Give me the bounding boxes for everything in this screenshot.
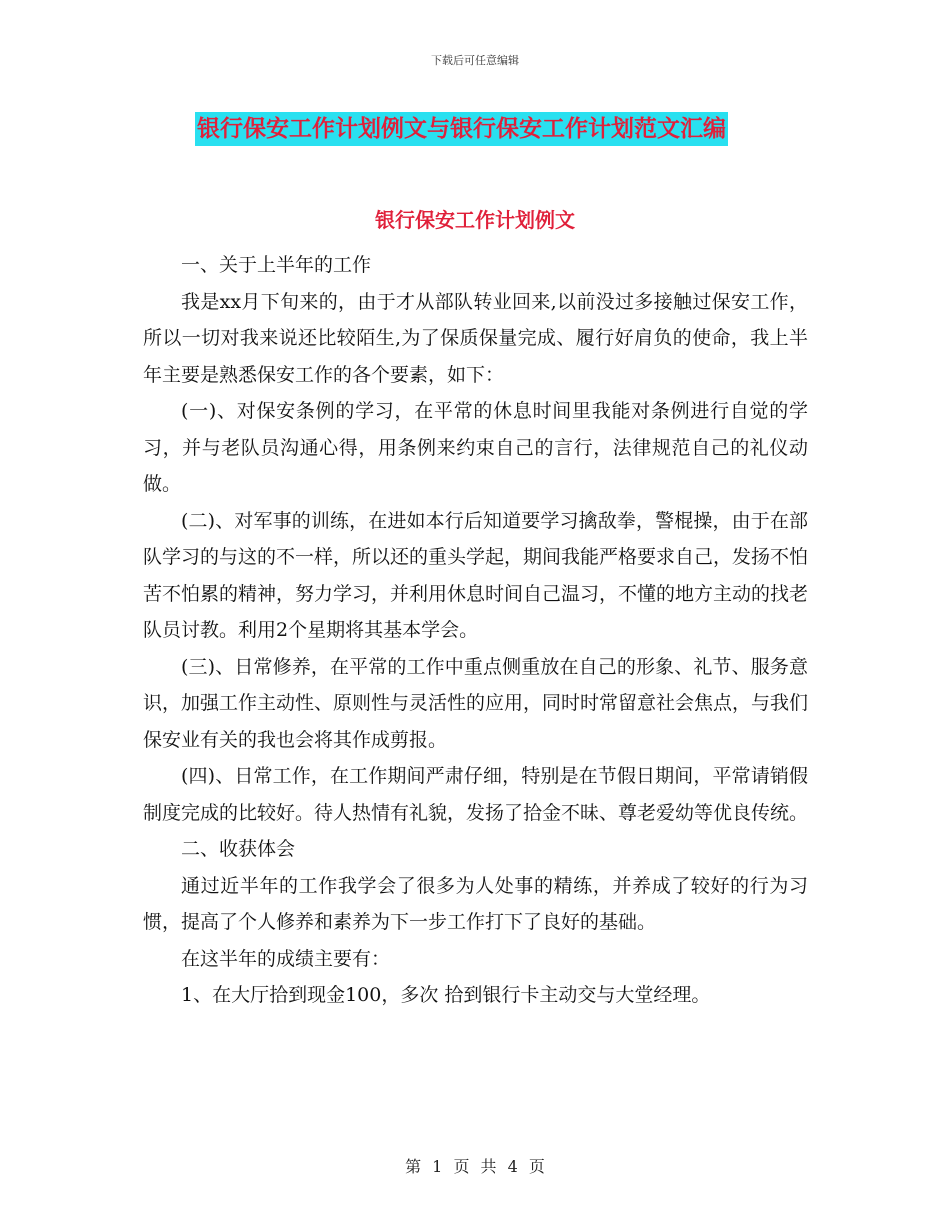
body-paragraph: (二)、对军事的训练，在进如本行后知道要学习擒敌拳，警棍操，由于在部队学习的与这的不一样，所以还的重头学起，期间我能严格要求自己，发扬不怕苦不怕累的精神，努力学习，并利用休息时间自己温习，不懂的地方主动的找老队员讨教。利用2个星期将其基本学会。 xyxy=(143,509,809,641)
body-paragraph: (四)、日常工作，在工作期间严肃仔细，特别是在节假日期间，平常请销假制度完成的比较好。待人热情有礼貌，发扬了拾金不昧、尊老爱幼等优良传统。 xyxy=(143,765,809,824)
body-paragraph: 在这半年的成绩主要有： xyxy=(181,947,391,970)
body-paragraph: 1、在大厅拾到现金100，多次 拾到银行卡主动交与大堂经理。 xyxy=(181,984,711,1006)
body-paragraph: (一)、对保安条例的学习，在平常的休息时间里我能对条例进行自觉的学习，并与老队员沟通心得，用条例来约束自己的言行，法律规范自己的礼仪动做。 xyxy=(143,400,808,495)
heading-part-two: 二、收获体会 xyxy=(181,838,296,860)
body-paragraph: (三)、日常修养，在平常的工作中重点侧重放在自己的形象、礼节、服务意识，加强工作主动性、原则性与灵活性的应用，同时时常留意社会焦点，与我们保安业有关的我也会将其作成剪报。 xyxy=(143,655,809,751)
section-title: 银行保安工作计划例文 xyxy=(375,208,575,232)
body-paragraph: 通过近半年的工作我学会了很多为人处事的精练，并养成了较好的行为习惯，提高了个人修养和素养为下一步工作打下了良好的基础。 xyxy=(143,874,808,933)
page-footer: 第 1 页 共 4 页 xyxy=(405,1157,545,1176)
heading-part-one: 一、关于上半年的工作 xyxy=(181,254,372,276)
body-paragraph: 我是xx月下旬来的，由于才从部队转业回来,以前没过多接触过保安工作，所以一切对我来说还比较陌生,为了保质保量完成、履行好肩负的使命，我上半年主要是熟悉保安工作的各个要素，如下： xyxy=(143,290,808,386)
header-note: 下载后可任意编辑 xyxy=(431,54,519,67)
document-title: 银行保安工作计划例文与银行保安工作计划范文汇编 xyxy=(195,112,728,146)
document-body xyxy=(143,247,808,1014)
